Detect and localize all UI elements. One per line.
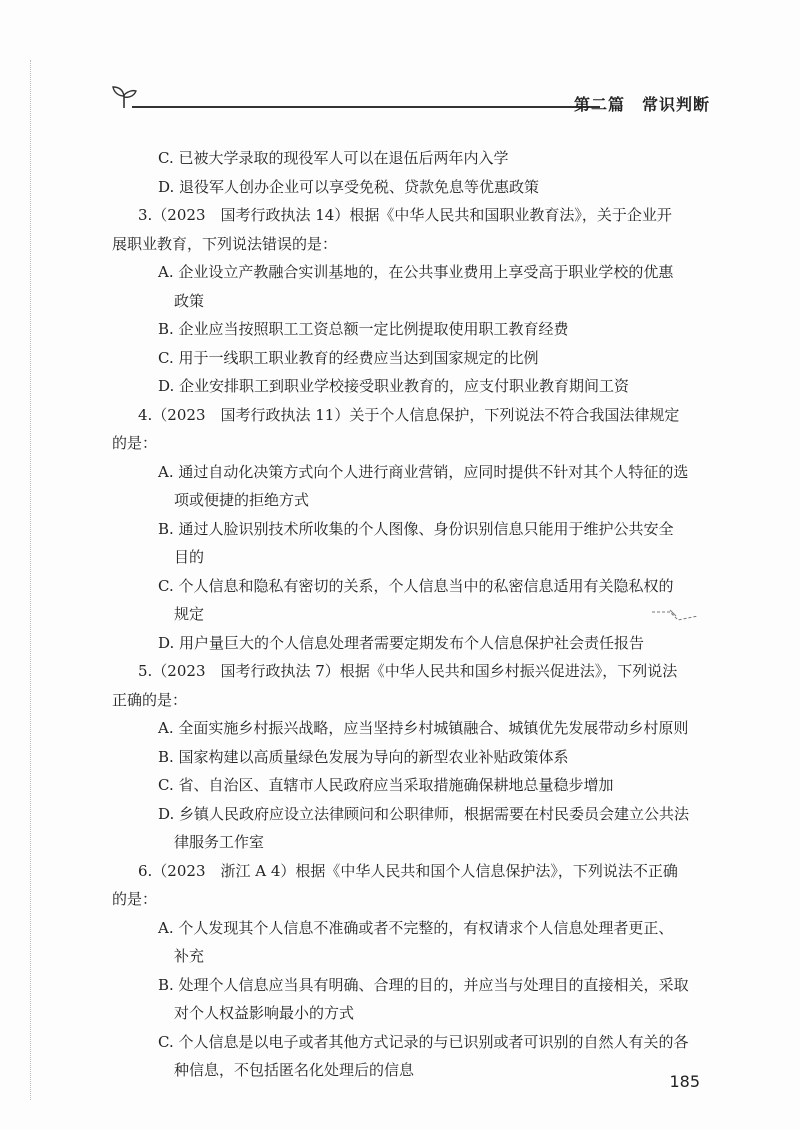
section-title: 第二篇 常识判断 — [573, 95, 710, 114]
answer-option-continued: 目的 — [174, 548, 205, 566]
binding-edge — [30, 60, 32, 1100]
answer-option-continued: 规定 — [174, 605, 205, 623]
answer-option: A. 全面实施乡村振兴战略，应当坚持乡村城镇融合、城镇优先发展带动乡村原则 — [158, 719, 689, 737]
answer-option: A. 个人发现其个人信息不准确或者不完整的，有权请求个人信息处理者更正、 — [158, 918, 674, 937]
answer-option: A. 企业设立产教融合实训基地的，在公共事业费用上享受高于职业学校的优惠 — [158, 263, 674, 281]
answer-option-continued: 对个人权益影响最小的方式 — [174, 1004, 355, 1022]
answer-option-continued: 政策 — [174, 291, 205, 310]
answer-option: B. 企业应当按照职工工资总额一定比例提取使用职工教育经费 — [158, 320, 569, 338]
answer-option: C. 个人信息是以电子或者其他方式记录的与已识别或者可识别的自然人有关的各 — [158, 1032, 689, 1051]
answer-option: D. 企业安排职工到职业学校接受职业教育的，应支付职业教育期间工资 — [158, 377, 630, 395]
answer-option: D. 用户量巨大的个人信息处理者需要定期发布个人信息保护社会责任报告 — [158, 633, 645, 652]
answer-option: D. 乡镇人民政府应设立法律顾问和公职律师，根据需要在村民委员会建立公共法 — [158, 804, 690, 823]
answer-option-continued: 补充 — [174, 947, 205, 965]
question-content — [112, 144, 710, 1085]
answer-option: C. 省、自治区、直辖市人民政府应当采取措施确保耕地总量稳步增加 — [158, 776, 614, 794]
answer-option-continued: 种信息，不包括匿名化处理后的信息 — [174, 1061, 415, 1079]
page-header — [110, 84, 710, 114]
answer-option: C. 用于一线职工职业教育的经费应当达到国家规定的比例 — [158, 348, 539, 367]
question-stem-continued: 正确的是： — [112, 690, 188, 709]
answer-option: B. 国家构建以高质量绿色发展为导向的新型农业补贴政策体系 — [158, 747, 569, 766]
answer-option-continued: 律服务工作室 — [174, 833, 265, 851]
answer-option: D. 退役军人创办企业可以享受免税、贷款免息等优惠政策 — [158, 177, 540, 196]
page-number: 185 — [669, 1072, 700, 1091]
question-stem-continued: 的是： — [112, 890, 158, 908]
question-stem: 5.（2023 国考行政执法 7）根据《中华人民共和国乡村振兴促进法》，下列说法 — [138, 662, 678, 680]
answer-option: C. 已被大学录取的现役军人可以在退伍后两年内入学 — [158, 149, 509, 167]
pen-mark-icon — [650, 606, 710, 626]
question-stem-continued: 的是： — [112, 434, 158, 452]
answer-option-continued: 项或便捷的拒绝方式 — [174, 491, 310, 509]
header-rule — [132, 106, 600, 108]
answer-option: C. 个人信息和隐私有密切的关系，个人信息当中的私密信息适用有关隐私权的 — [158, 576, 674, 595]
question-stem: 6.（2023 浙江 A 4）根据《中华人民共和国个人信息保护法》，下列说法不正确 — [138, 861, 678, 880]
answer-option: A. 通过自动化决策方式向个人进行商业营销，应同时提供不针对其个人特征的选 — [158, 462, 689, 481]
answer-option: B. 通过人脸识别技术所收集的个人图像、身份识别信息只能用于维护公共安全 — [158, 519, 674, 538]
question-stem-continued: 展职业教育，下列说法错误的是： — [112, 234, 338, 253]
question-stem: 4.（2023 国考行政执法 11）关于个人信息保护，下列说法不符合我国法律规定 — [138, 405, 680, 424]
answer-option: B. 处理个人信息应当具有明确、合理的目的，并应当与处理目的直接相关，采取 — [158, 975, 689, 994]
question-stem: 3.（2023 国考行政执法 14）根据《中华人民共和国职业教育法》，关于企业开 — [138, 206, 672, 224]
